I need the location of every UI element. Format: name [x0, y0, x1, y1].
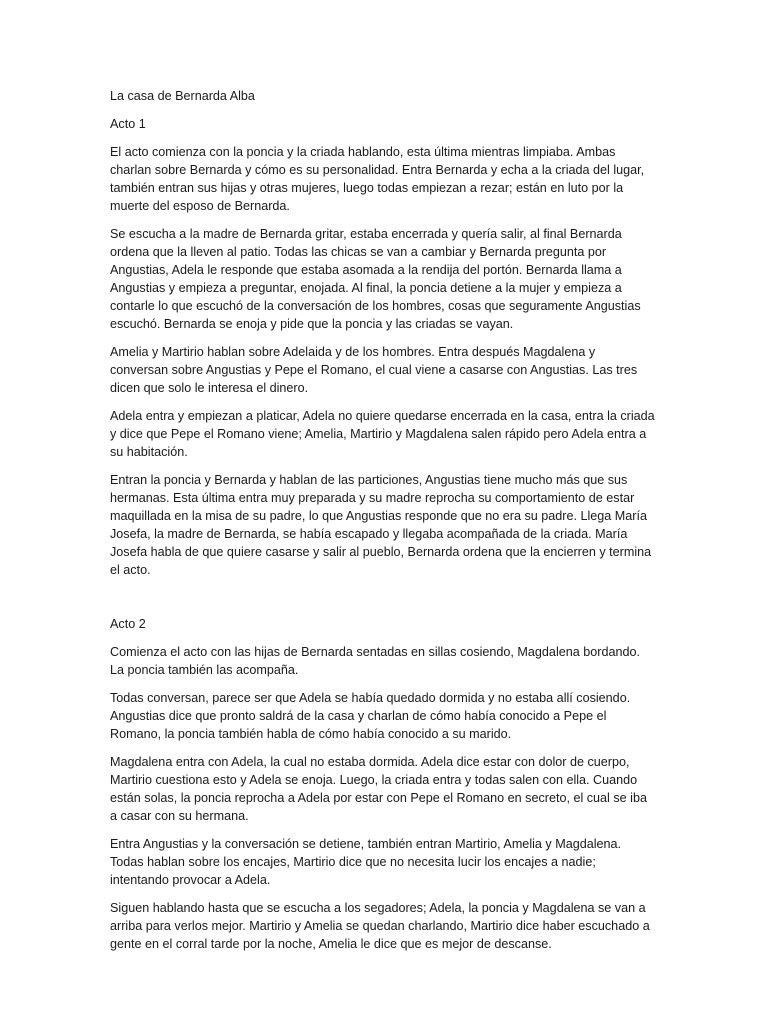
paragraph: Adela entra y empiezan a platicar, Adela no quiere quedarse encerrada en la casa, entra la criada y dice que Pepe el Romano viene; Amelia, Martirio y Magdalena salen rápido pero Adela entra a su habitación.	[110, 409, 655, 459]
document-body	[110, 87, 655, 963]
paragraph: Entra Angustias y la conversación se detiene, también entran Martirio, Amelia y Magdalena. Todas hablan sobre los encajes, Martirio dice que no necesita lucir los encajes a nadie; intentando provocar a Adela.	[110, 837, 622, 887]
paragraph: Se escucha a la madre de Bernarda gritar, estaba encerrada y quería salir, al final Bernarda ordena que la lleven al patio. Todas las chicas se van a cambiar y Bernarda pregunta por Angustias, Adela le responde que estaba asomada a la rendija del portón. Bernarda llama a Angustias y empieza a preguntar, enojada. Al final, la poncia detiene a la mujer y empieza a contarle lo que escuchó de la conversación de los hombres, cosas que seguramente Angustias escuchó. Bernarda se enoja y pide que la poncia y las criadas se vayan.	[110, 227, 641, 331]
section-heading: Acto 2	[110, 617, 146, 631]
paragraph: Magdalena entra con Adela, la cual no estaba dormida. Adela dice estar con dolor de cuerpo, Martirio cuestiona esto y Adela se enoja. Luego, la criada entra y todas salen con ella. Cuando están solas, la poncia reprocha a Adela por estar con Pepe el Romano en secreto, el cual se iba a casar con su hermana.	[110, 755, 647, 823]
section-acto-1	[110, 115, 655, 579]
paragraph: Comienza el acto con las hijas de Bernarda sentadas en sillas cosiendo, Magdalena bordando. La poncia también las acompaña.	[110, 645, 640, 677]
paragraph: Todas conversan, parece ser que Adela se había quedado dormida y no estaba allí cosiendo. Angustias dice que pronto saldrá de la casa y charlan de cómo había conocido a Pepe el Romano, la poncia también habla de cómo había conocido a su marido.	[110, 691, 631, 741]
section-heading: Acto 1	[110, 117, 146, 131]
paragraph: El acto comienza con la poncia y la criada hablando, esta última mientras limpiaba. Ambas charlan sobre Bernarda y cómo es su personalidad. Entra Bernarda y echa a la criada del lugar, también entran sus hijas y otras mujeres, luego todas empiezan a rezar; están en luto por la muerte del esposo de Bernarda.	[110, 145, 645, 213]
paragraph: Amelia y Martirio hablan sobre Adelaida y de los hombres. Entra después Magdalena y conversan sobre Angustias y Pepe el Romano, el cual viene a casarse con Angustias. Las tres dicen que solo le interesa el dinero.	[110, 345, 638, 395]
section-acto-2	[110, 615, 655, 953]
document-title: La casa de Bernarda Alba	[110, 89, 255, 103]
paragraph: Entran la poncia y Bernarda y hablan de las particiones, Angustias tiene mucho más que sus hermanas. Esta última entra muy preparada y su madre reprocha su comportamiento de estar maquillada en la misa de su padre, lo que Angustias responde que no era su padre. Llega María Josefa, la madre de Bernarda, se había escapado y llegaba acompañada de la criada. María Josefa habla de que quiere casarse y salir al pueblo, Bernarda ordena que la encierren y termina el acto.	[110, 473, 652, 577]
paragraph: Siguen hablando hasta que se escucha a los segadores; Adela, la poncia y Magdalena se van a arriba para verlos mejor. Martirio y Amelia se quedan charlando, Martirio dice haber escuchado a gente en el corral tarde por la noche, Amelia le dice que es mejor de descanse.	[110, 901, 650, 951]
